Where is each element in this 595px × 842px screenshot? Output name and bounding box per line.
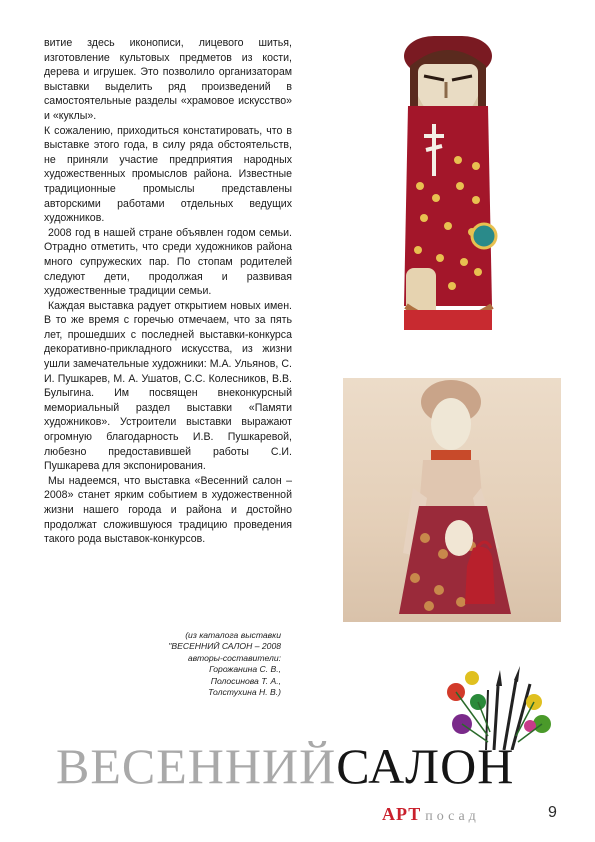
catalog-credits: [150, 630, 281, 698]
carved-figure-photo: [388, 36, 508, 336]
textile-doll-illustration: [343, 378, 561, 622]
magazine-subtitle: [382, 804, 480, 825]
page-number: 9: [548, 804, 557, 821]
subtitle-art: АРТ: [382, 804, 422, 824]
subtitle-posad: посад: [425, 809, 480, 824]
paragraph: К сожалению, приходиться констатировать, что в выставке этого года, в силу ряда обстоятельств, не приняли участие предприятия народных художественных промыслов района. Известные традиционные промыслы представлены авторскими работами отдельных ведущих художников.: [44, 124, 292, 225]
credit-line: Толстухина Н. В.): [208, 687, 281, 698]
magazine-title: [56, 736, 566, 796]
credit-line: "ВЕСЕННИЙ САЛОН – 2008: [168, 641, 281, 652]
paragraph: Мы надеемся, что выставка «Весенний салон – 2008» станет ярким событием в художественной жизни нашего города и района и достойно продолжат сложившуюся традицию проведения такого рода выставок-конкурсов.: [44, 474, 292, 546]
credit-line: авторы-составители:: [187, 652, 281, 663]
paragraph: Каждая выставка радует открытием новых имен. В то же время с горечью отмечаем, что за пять лет, прошедших с последней выставки-конкурса декоративно-прикладного искусства, из жизни ушли замечательные художники: М.А. Ульянов, С. И. Пушкарев, М. А. Ушатов, С.С. Колесников, В.В. Булыгина. Им посвящен внеконкурсный мемориальный раздел выставки «Памяти художников». Устроители выставки выражают огромную благодарность И.В. Пушкаревой, любезно предоставившей работы С.И. Пушкарева для экспонирования.: [44, 299, 292, 473]
credit-line: (из каталога выставки: [185, 630, 281, 640]
paragraph: 2008 год в нашей стране объявлен годом семьи. Отрадно отметить, что среди художников района много супружеских пар. По стопам родителей следуют дети, продолжая и развивая художественные традиции семьи.: [44, 226, 292, 298]
paragraph: витие здесь иконописи, лицевого шитья, изготовление культовых предметов из кости, дерева и игрушек. Это позволило организаторам выставки выделить ряд произведений в самостоятельные разделы «храмовое искусство» и «куклы».: [44, 37, 292, 122]
credit-line: Полосинова Т. А.,: [210, 675, 281, 686]
article-text: [44, 36, 292, 547]
title-word-2: САЛОН: [336, 738, 515, 794]
textile-doll-photo: [343, 378, 561, 622]
credit-line: Горожанина С. В.,: [209, 664, 281, 675]
title-word-1: ВЕСЕННИЙ: [56, 738, 337, 794]
